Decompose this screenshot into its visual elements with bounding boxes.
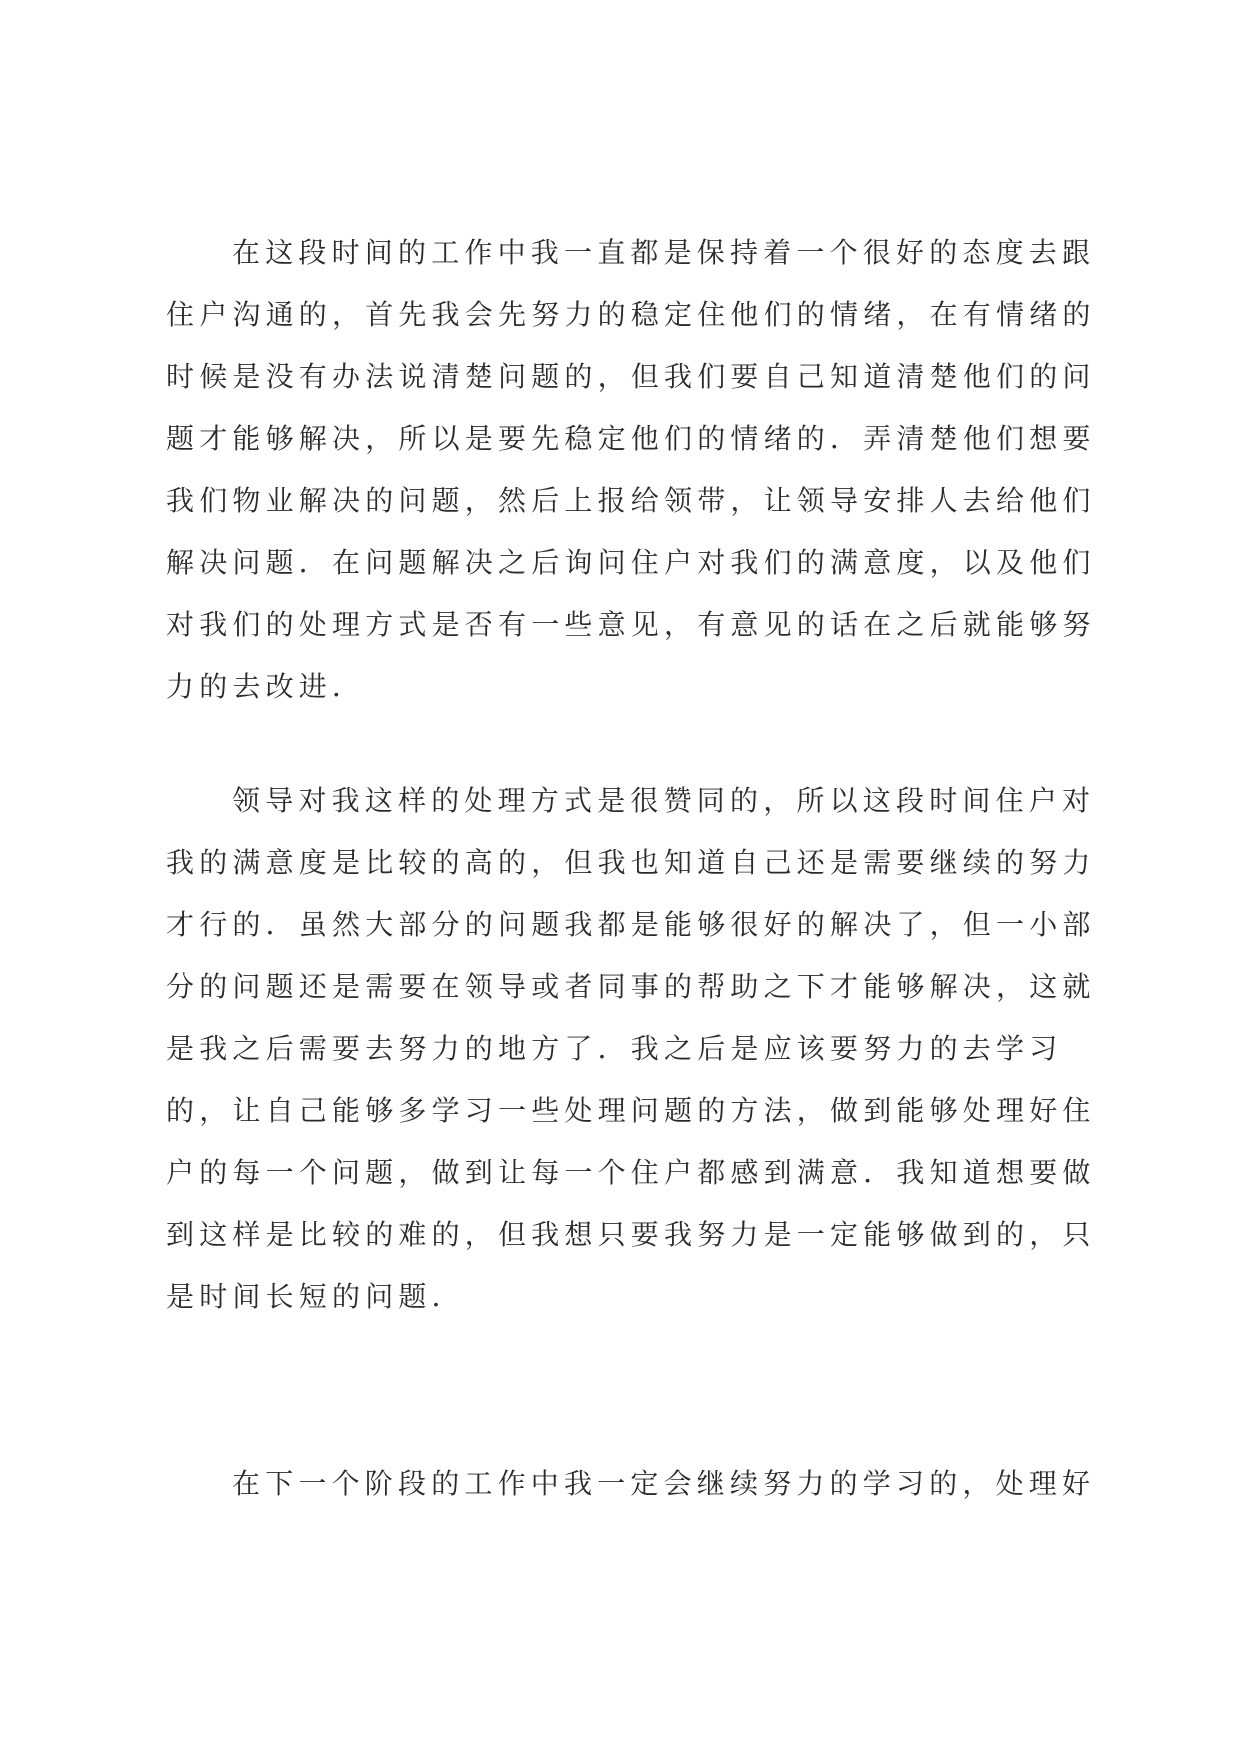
paragraph-line: 到这样是比较的难的，但我想只要我努力是一定能够做到的，只 [166,1218,1096,1251]
paragraph-line: 力的去改进． [166,670,366,703]
paragraph-line: 是时间长短的问题． [166,1280,465,1313]
paragraph-line: 题才能够解决，所以是要先稳定他们的情绪的．弄清楚他们想要 [166,422,1096,455]
paragraph-line: 对我们的处理方式是否有一些意见，有意见的话在之后就能够努 [166,608,1096,641]
paragraph-line: 在下一个阶段的工作中我一定会继续努力的学习的，处理好 [232,1467,1096,1500]
paragraph-line: 住户沟通的，首先我会先努力的稳定住他们的情绪，在有情绪的 [166,298,1096,331]
paragraph-3 [166,1453,1096,1515]
paragraph-line: 才行的．虽然大部分的问题我都是能够很好的解决了，但一小部 [166,908,1096,941]
paragraph-2 [166,770,1096,1328]
paragraph-line: 的，让自己能够多学习一些处理问题的方法，做到能够处理好住 [166,1094,1096,1127]
paragraph-line: 分的问题还是需要在领导或者同事的帮助之下才能够解决，这就 [166,970,1096,1003]
paragraph-1 [166,222,1096,718]
paragraph-line: 我们物业解决的问题，然后上报给领带，让领导安排人去给他们 [166,484,1096,517]
paragraph-line: 户的每一个问题，做到让每一个住户都感到满意．我知道想要做 [166,1156,1096,1189]
paragraph-line: 领导对我这样的处理方式是很赞同的，所以这段时间住户对 [232,784,1096,817]
paragraph-line: 我的满意度是比较的高的，但我也知道自己还是需要继续的努力 [166,846,1096,879]
paragraph-line: 时候是没有办法说清楚问题的，但我们要自己知道清楚他们的问 [166,360,1096,393]
paragraph-line: 是我之后需要去努力的地方了．我之后是应该要努力的去学习 [166,1032,1063,1065]
paragraph-line: 在这段时间的工作中我一直都是保持着一个很好的态度去跟 [232,236,1096,269]
paragraph-line: 解决问题．在问题解决之后询问住户对我们的满意度，以及他们 [166,546,1096,579]
